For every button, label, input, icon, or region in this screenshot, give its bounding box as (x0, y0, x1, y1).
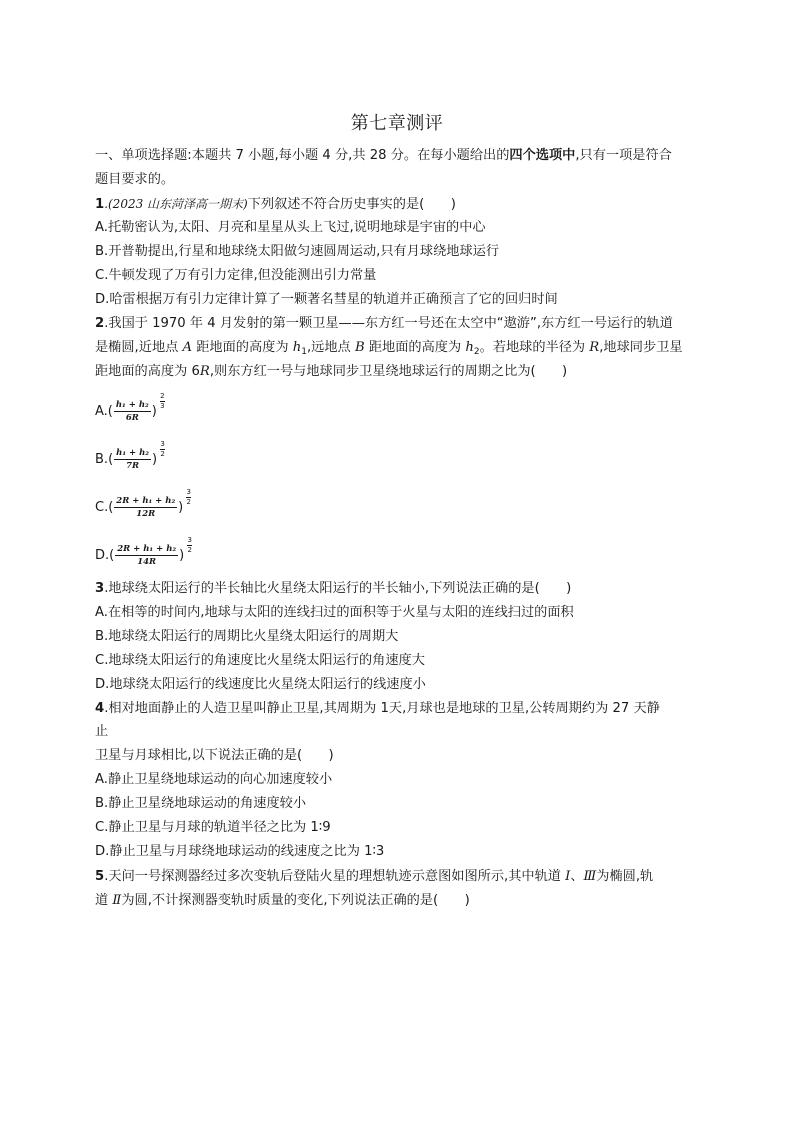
question-4-stem-line-3: 卫星与月球相比,以下说法正确的是( ) (95, 748, 334, 763)
question-2-option-c (95, 487, 191, 527)
section-instruction-tail: ,只有一项是符合 (575, 148, 672, 163)
exponent (160, 441, 165, 458)
question-4-option-b: B.静止卫星绕地球运动的角速度较小 (95, 796, 307, 811)
numerator: h₁ + h₂ (116, 447, 149, 458)
exponent (186, 489, 191, 506)
denominator: 12R (136, 508, 156, 519)
exponent (160, 393, 165, 410)
question-1-stem (95, 196, 705, 213)
numerator: h₁ + h₂ (115, 399, 149, 410)
text: 。若地球的半径为 (479, 340, 590, 355)
right-paren: ) (178, 499, 184, 515)
right-paren: ) (151, 403, 157, 419)
question-number: 1 (95, 197, 105, 212)
denominator: 14R (137, 556, 157, 567)
question-1-option-b: B.开普勒提出,行星和地球绕太阳做匀速圆周运动,只有月球绕地球运行 (95, 244, 500, 259)
question-number: 2 (95, 316, 105, 331)
question-3-option-b: B.地球绕太阳运行的周期比火星绕太阳运行的周期大 (95, 629, 399, 644)
question-1-option-a: A.托勒密认为,太阳、月亮和星星从头上飞过,说明地球是宇宙的中心 (95, 220, 486, 235)
left-paren: ( (108, 451, 114, 467)
exponent (187, 537, 192, 554)
question-4-option-c: C.静止卫星与月球的轨道半径之比为 1∶9 (95, 820, 331, 835)
exponent-numerator: 3 (187, 536, 192, 544)
option-label: D. (95, 547, 110, 563)
orbit-i-label: Ⅰ (565, 869, 571, 884)
question-3-stem (95, 581, 705, 597)
question-2-option-b (95, 439, 165, 479)
exponent-numerator: 3 (160, 440, 165, 448)
question-1-option-c: C.牛顿发现了万有引力定律,但没能测出引力常量 (95, 268, 377, 283)
variable-h: h (465, 340, 474, 355)
question-text: .天问一号探测器经过多次变轨后登陆火星的理想轨迹示意图如图所示,其中轨道 (104, 869, 566, 884)
right-paren: ) (152, 451, 158, 467)
text: 、 (570, 869, 584, 884)
left-paren: ( (108, 499, 114, 515)
point-b-label: B (354, 340, 365, 355)
left-paren: ( (107, 403, 113, 419)
question-2-stem-line-2 (95, 340, 705, 356)
fraction (114, 400, 151, 423)
text: 为圆,不计探测器变轨时质量的变化,下列说法正确的是( ) (121, 893, 470, 908)
exponent-numerator: 3 (186, 488, 191, 496)
variable-r: R (199, 364, 210, 379)
question-3-option-d: D.地球绕太阳运行的线速度比火星绕太阳运行的线速度小 (95, 677, 426, 692)
question-text: .相对地面静止的人造卫星叫静止卫星,其周期为 1天,月球也是地球的卫星,公转周期约为 27 天静 (104, 701, 660, 716)
exponent-denominator: 2 (160, 450, 165, 458)
question-5-stem-line-1 (95, 869, 705, 885)
numerator: 2R + h₁ + h₂ (116, 495, 176, 506)
exponent-denominator: 2 (186, 498, 191, 506)
question-number: 5 (95, 869, 105, 884)
denominator: 7R (126, 460, 140, 471)
question-text: 下列叙述不符合历史事实的是( ) (247, 197, 456, 212)
text: 为椭圆,轨 (596, 869, 654, 884)
question-source: .(2023 山东菏泽高一期末) (104, 197, 248, 211)
denominator: 6R (125, 412, 139, 423)
question-2-option-d (95, 535, 192, 575)
text: 距地面的高度为 (364, 340, 466, 355)
question-2-option-a (95, 391, 165, 431)
subscript: 1 (301, 347, 307, 357)
page-title: 第七章测评 (350, 113, 444, 134)
option-label: B. (95, 451, 109, 467)
text: ,远地点 (306, 340, 355, 355)
question-number: 4 (95, 701, 105, 716)
text: ,地球同步卫星 (599, 340, 683, 355)
text: 距地面的高度为 6 (95, 364, 200, 379)
question-3-option-c: C.地球绕太阳运行的角速度比火星绕太阳运行的角速度大 (95, 653, 425, 668)
fraction (114, 448, 151, 471)
section-instruction-text: 一、单项选择题:本题共 7 小题,每小题 4 分,共 28 分。在每小题给出的 (95, 148, 510, 163)
fraction (114, 496, 177, 519)
option-label: A. (95, 403, 108, 419)
right-paren: ) (179, 547, 185, 563)
question-4-stem-line-2: 止 (95, 724, 109, 739)
variable-r: R (589, 340, 600, 355)
question-4-stem-line-1 (95, 701, 705, 717)
question-3-option-a: A.在相等的时间内,地球与太阳的连线扫过的面积等于火星与太阳的连线扫过的面积 (95, 605, 574, 620)
left-paren: ( (109, 547, 115, 563)
section-instruction-line-1 (95, 148, 705, 164)
exponent-denominator: 2 (187, 546, 192, 554)
point-a-label: A (182, 340, 193, 355)
question-text: .我国于 1970 年 4 月发射的第一颗卫星——东方红一号还在太空中“遨游”,东方红一号运行的轨道 (104, 316, 673, 331)
text: 距地面的高度为 (192, 340, 293, 355)
question-2-stem-line-1 (95, 316, 705, 332)
orbit-iii-label: Ⅲ (583, 869, 597, 884)
question-5-stem-line-2 (95, 893, 705, 909)
question-4-option-d: D.静止卫星与月球绕地球运动的线速度之比为 1∶3 (95, 844, 385, 859)
question-4-option-a: A.静止卫星绕地球运动的向心加速度较小 (95, 772, 333, 787)
subscript: 2 (473, 347, 480, 357)
question-number: 3 (95, 581, 105, 596)
section-instruction-bold: 四个选项中 (509, 148, 576, 163)
section-instruction-line-2: 题目要求的。 (95, 172, 175, 187)
orbit-ii-label: Ⅱ (112, 893, 122, 908)
exponent-denominator: 3 (160, 402, 165, 410)
fraction (115, 544, 178, 567)
text: ,则东方红一号与地球同步卫星绕地球运行的周期之比为( ) (209, 364, 568, 379)
question-2-stem-line-3 (95, 364, 705, 380)
question-1-option-d: D.哈雷根据万有引力定律计算了一颗著名彗星的轨道并正确预言了它的回归时间 (95, 292, 558, 307)
variable-h: h (292, 340, 302, 355)
text: 道 (95, 893, 113, 908)
option-label: C. (95, 499, 109, 515)
text: 是椭圆,近地点 (95, 340, 183, 355)
numerator: 2R + h₁ + h₂ (117, 543, 177, 554)
exponent-numerator: 2 (160, 392, 165, 400)
question-text: .地球绕太阳运行的半长轴比火星绕太阳运行的半长轴小,下列说法正确的是( ) (104, 581, 572, 596)
